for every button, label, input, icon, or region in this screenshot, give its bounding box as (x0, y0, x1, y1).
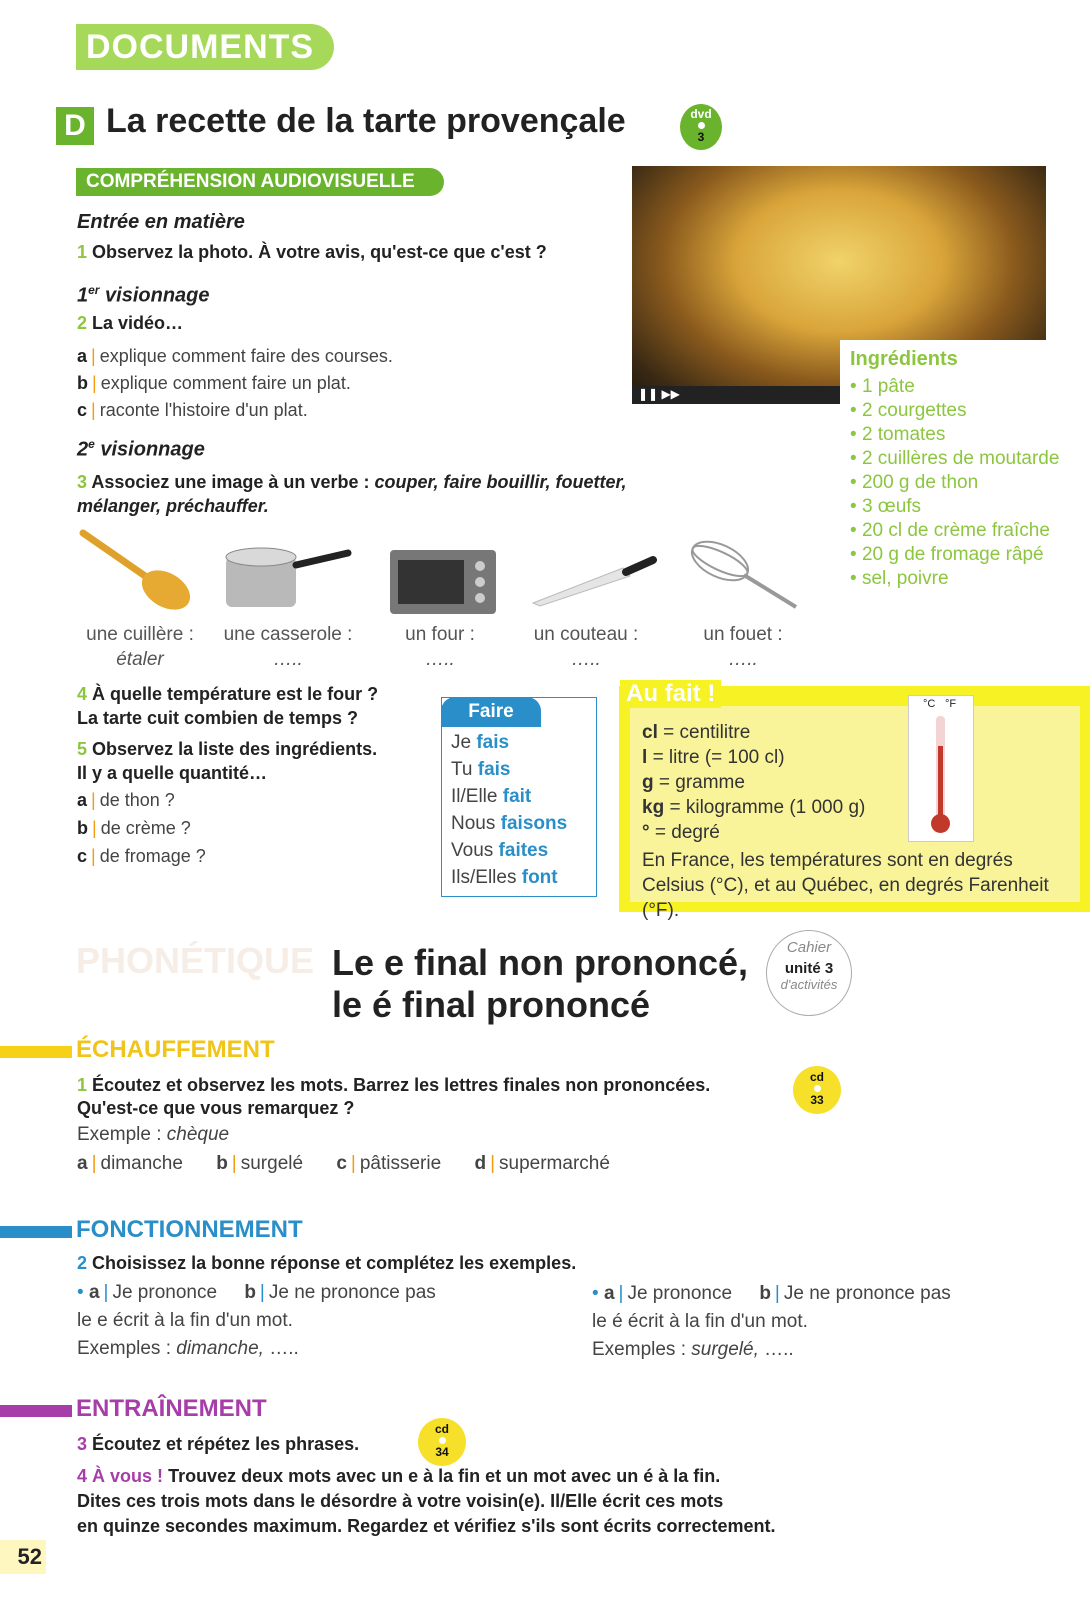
question-verbs-2: mélanger, préchauffer. (77, 496, 269, 516)
ingredient-item: • 2 courgettes (850, 400, 967, 421)
cd-34-badge (418, 1418, 466, 1466)
oven-icon (388, 548, 498, 616)
question-number: 4 (77, 684, 88, 704)
aufait-title: Au fait ! (620, 680, 721, 708)
dvd-badge (680, 104, 722, 150)
dvd-number: 3 (697, 130, 705, 144)
tool-label: un fouet : (703, 624, 783, 645)
cd-33-badge (793, 1066, 841, 1114)
cd-number: 33 (810, 1093, 824, 1107)
option-d: d | supermarché (474, 1153, 610, 1174)
disc-dot-icon (814, 1085, 821, 1092)
cahier-top: Cahier (786, 939, 832, 956)
answer-choices: • a | Je prononce b | Je ne prononce pas (77, 1282, 436, 1303)
ingredient-item: • 200 g de thon (850, 472, 979, 493)
question-5 (77, 737, 377, 785)
fonctionnement-question (77, 1253, 576, 1274)
tool-answer: ….. (425, 649, 455, 670)
dvd-label: dvd (690, 107, 712, 121)
unit-row: l = litre (= 100 cl) (642, 747, 785, 768)
question-line-2: La tarte cuit combien de temps ? (77, 708, 359, 728)
heading-number: 1 (77, 284, 89, 307)
question-line-2: Qu'est-ce que vous remarquez ? (77, 1098, 355, 1118)
visionnage-2-heading (77, 437, 205, 462)
tool-whisk (678, 624, 808, 671)
option-a: a | dimanche (77, 1153, 183, 1174)
question-line-2: Il y a quelle quantité… (77, 763, 268, 783)
ingredient-item: • 2 cuillères de moutarde (850, 448, 1060, 469)
faire-conjugation (451, 729, 567, 891)
question-4 (77, 682, 378, 730)
saucepan-icon (222, 545, 352, 615)
question-2-options (77, 343, 393, 424)
title-line-2: le é final prononcé (332, 984, 651, 1025)
knife-icon (528, 548, 658, 608)
visionnage-1-heading (77, 283, 210, 308)
unit-row: cl = centilitre (642, 722, 751, 743)
ingredient-item: • 1 pâte (850, 376, 915, 397)
faire-tab: Faire (441, 697, 541, 727)
fonctionnement-title: FONCTIONNEMENT (76, 1216, 303, 1243)
option-c: c | raconte l'histoire d'un plat. (77, 400, 308, 420)
question-line-3: en quinze secondes maximum. Regardez et vérifiez s'ils sont écrits correctement. (77, 1516, 776, 1536)
heading-rest: visionnage (100, 438, 205, 461)
thermometer-icon (908, 695, 974, 842)
echauffement-options (77, 1153, 610, 1175)
tool-saucepan (212, 624, 364, 671)
question-text: La vidéo… (92, 313, 184, 333)
ingredient-item: • sel, poivre (850, 568, 949, 589)
question-lead: À vous ! (92, 1466, 164, 1486)
question-number: 4 (77, 1466, 88, 1486)
echauffement-title: ÉCHAUFFEMENT (76, 1036, 275, 1063)
unit-row: g = gramme (642, 772, 745, 793)
fonctionnement-bar (0, 1226, 72, 1238)
echauffement-bar (0, 1046, 72, 1058)
fonctionnement-right (592, 1280, 951, 1364)
tool-answer: ….. (571, 649, 601, 670)
fonctionnement-left (77, 1279, 436, 1363)
entree-heading: Entrée en matière (77, 211, 245, 233)
heading-sup: er (88, 283, 100, 297)
question-1 (77, 242, 547, 263)
comprehension-tag: COMPRÉHENSION AUDIOVISUELLE (76, 168, 444, 196)
question-text: Écoutez et répétez les phrases. (92, 1434, 360, 1454)
tool-spoon (76, 624, 204, 671)
tool-answer: ….. (273, 649, 303, 670)
question-line-1: Trouvez deux mots avec un e à la fin et un mot avec un é à la fin. (168, 1466, 721, 1486)
question-5-options (77, 786, 206, 870)
cahier-unit: unité 3 (784, 960, 834, 977)
tool-label: un couteau : (533, 624, 639, 645)
units-list (642, 720, 865, 845)
question-text: Choisissez la bonne réponse et complétez les exemples. (92, 1253, 577, 1273)
tool-answer: étaler (116, 649, 164, 670)
conj-row: Vous faites (451, 840, 549, 861)
documents-tag: DOCUMENTS (76, 24, 334, 70)
whisk-icon (684, 535, 802, 615)
option-b: b | explique comment faire un plat. (77, 373, 351, 393)
question-3 (77, 470, 697, 518)
question-2 (77, 313, 183, 334)
cd-number: 34 (435, 1445, 449, 1459)
echauffement-question (77, 1074, 710, 1120)
spoon-icon (78, 528, 198, 613)
note-line-1: En France, les températures sont en degrés (642, 850, 1013, 871)
option-a: a | explique comment faire des courses. (77, 346, 393, 366)
question-number: 5 (77, 739, 88, 759)
echauffement-example (77, 1124, 229, 1146)
entrainement-question-4 (77, 1464, 776, 1539)
phonetique-label: PHONÉTIQUE (76, 940, 315, 981)
thermo-fahrenheit-label: °F (945, 698, 957, 710)
examples: Exemples : dimanche, ….. (77, 1338, 299, 1359)
disc-dot-icon (439, 1437, 446, 1444)
ingredient-item: • 20 g de fromage râpé (850, 544, 1044, 565)
question-number: 3 (77, 1434, 88, 1454)
examples: Exemples : surgelé, ….. (592, 1339, 794, 1360)
question-line-1: Observez la liste des ingrédients. (92, 739, 378, 759)
question-number: 1 (77, 1075, 88, 1095)
conj-row: Tu fais (451, 759, 511, 780)
example-word: chèque (166, 1124, 230, 1145)
cahier-badge (766, 930, 852, 1016)
option-b: b | surgelé (216, 1153, 304, 1174)
question-text: Observez la photo. À votre avis, qu'est-ce que c'est ? (92, 242, 547, 262)
question-line-2: Dites ces trois mots dans le désordre à votre voisin(e). Il/Elle écrit ces mots (77, 1491, 724, 1511)
conj-row: Nous faisons (451, 813, 568, 834)
question-number: 2 (77, 313, 88, 333)
ingredient-item: • 20 cl de crème fraîche (850, 520, 1050, 541)
question-number: 2 (77, 1253, 88, 1273)
ingredients-box (840, 340, 1076, 598)
conj-row: Je fais (451, 732, 510, 753)
answer-choices: • a | Je prononce b | Je ne prononce pas (592, 1283, 951, 1304)
rule-text: le é écrit à la fin d'un mot. (592, 1311, 808, 1332)
tool-knife (516, 624, 656, 671)
option-c: c | pâtisserie (336, 1153, 442, 1174)
page-number: 52 (0, 1540, 46, 1574)
disc-dot-icon (698, 122, 705, 129)
question-lead: Associez une image à un verbe : (91, 472, 370, 492)
play-pause-icon[interactable]: ❚❚ ▶▶ (638, 387, 680, 401)
section-title: La recette de la tarte provençale (106, 102, 626, 140)
entrainement-title: ENTRAÎNEMENT (76, 1395, 267, 1422)
heading-sup: e (88, 437, 95, 451)
note-line-2: Celsius (°C), et au Québec, en degrés Farenheit (°F). (642, 875, 1049, 921)
ingredient-item: • 3 œufs (850, 496, 922, 517)
ingredient-item: • 2 tomates (850, 424, 946, 445)
cahier-bottom: d'activités (780, 977, 838, 992)
cd-label: cd (809, 1070, 824, 1084)
conj-row: Ils/Elles font (451, 867, 558, 888)
question-number: 1 (77, 242, 88, 262)
conj-row: Il/Elle fait (451, 786, 532, 807)
cd-label: cd (434, 1422, 449, 1436)
question-line-1: À quelle température est le four ? (92, 684, 379, 704)
option-c: c | de fromage ? (77, 846, 206, 866)
tool-label: une cuillère : (86, 624, 194, 645)
tool-label: une casserole : (223, 624, 353, 645)
entrainement-question-3 (77, 1434, 359, 1455)
option-b: b | de crème ? (77, 818, 191, 838)
heading-number: 2 (77, 438, 89, 461)
unit-row: kg = kilogramme (1 000 g) (642, 797, 866, 818)
tool-label: un four : (405, 624, 475, 645)
title-line-1: Le e final non prononcé, (332, 942, 749, 983)
thermo-celsius-label: °C (923, 698, 936, 710)
phonetique-title (332, 942, 748, 1026)
example-label: Exemple : (77, 1124, 162, 1145)
option-a: a | de thon ? (77, 790, 175, 810)
question-number: 3 (77, 472, 88, 492)
tool-oven (380, 624, 500, 671)
tool-answer: ….. (728, 649, 758, 670)
ingredients-title: Ingrédients (850, 348, 958, 370)
aufait-note (642, 848, 1090, 923)
question-line-1: Écoutez et observez les mots. Barrez les lettres finales non prononcées. (92, 1075, 711, 1095)
heading-rest: visionnage (105, 284, 210, 307)
section-letter: D (56, 107, 94, 145)
entrainement-bar (0, 1405, 72, 1417)
rule-text: le e écrit à la fin d'un mot. (77, 1310, 293, 1331)
question-verbs-1: couper, faire bouillir, fouetter, (374, 472, 627, 492)
unit-row: ° = degré (642, 822, 720, 843)
